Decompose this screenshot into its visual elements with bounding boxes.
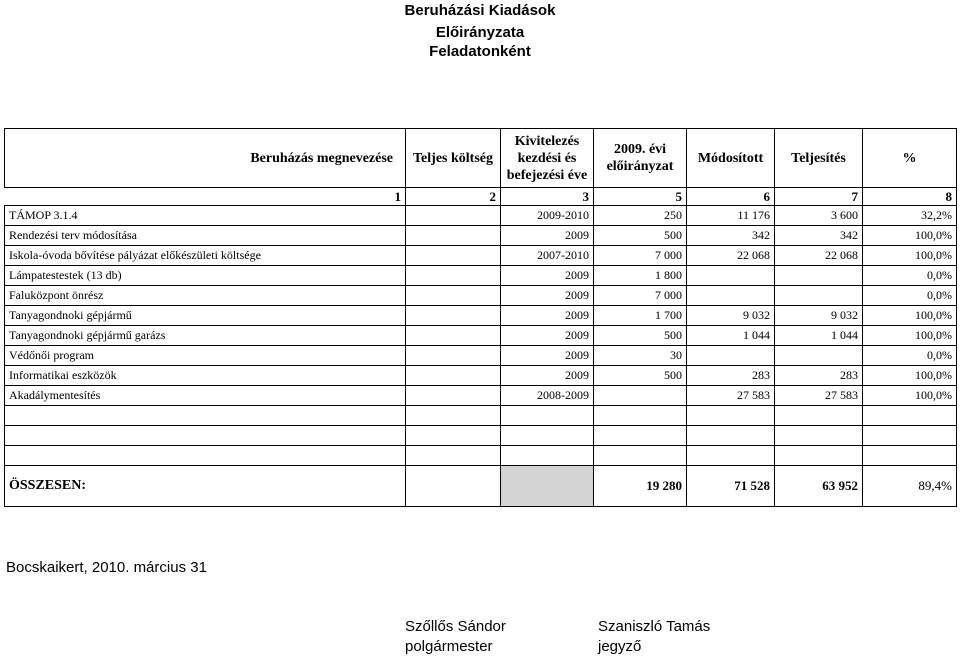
- shaded-cell: [501, 466, 594, 507]
- row-name: Akadálymentesítés: [5, 386, 406, 406]
- total-row: [5, 466, 957, 507]
- row-modified: 1 044: [687, 326, 775, 346]
- col-number-8: 8: [863, 188, 957, 206]
- row-years: 2007-2010: [501, 246, 594, 266]
- row-budget: 500: [594, 366, 687, 386]
- row-years: 2009: [501, 366, 594, 386]
- signer-block-2: [598, 617, 710, 657]
- col-header-budget: 2009. évi előirányzat: [594, 129, 687, 188]
- row-modified: [687, 346, 775, 366]
- row-pct: 0,0%: [863, 266, 957, 286]
- row-pct: 100,0%: [863, 326, 957, 346]
- row-total-cost: [406, 286, 501, 306]
- row-pct: 100,0%: [863, 306, 957, 326]
- row-years: 2008-2009: [501, 386, 594, 406]
- row-years: 2009: [501, 346, 594, 366]
- col-number-6: 6: [687, 188, 775, 206]
- row-budget: 7 000: [594, 246, 687, 266]
- blank-row: [5, 426, 957, 446]
- table-row: [5, 346, 957, 366]
- row-done: 3 600: [775, 206, 863, 226]
- row-modified: 27 583: [687, 386, 775, 406]
- row-years: 2009: [501, 266, 594, 286]
- row-years: 2009: [501, 306, 594, 326]
- row-done: 283: [775, 366, 863, 386]
- col-number-2: 2: [406, 188, 501, 206]
- table-row: [5, 206, 957, 226]
- row-years: 2009-2010: [501, 206, 594, 226]
- row-years: 2009: [501, 326, 594, 346]
- row-done: [775, 266, 863, 286]
- col-header-done: Teljesítés: [775, 129, 863, 188]
- row-name: TÁMOP 3.1.4: [5, 206, 406, 226]
- row-pct: 100,0%: [863, 366, 957, 386]
- row-modified: 9 032: [687, 306, 775, 326]
- signer-1-name: Szőllős Sándor: [405, 618, 506, 635]
- row-total-cost: [406, 266, 501, 286]
- signer-2-name: Szaniszló Tamás: [598, 618, 711, 635]
- document-subtitle: Előirányzata: [435, 24, 525, 41]
- row-total-cost: [406, 206, 501, 226]
- blank-row: [5, 446, 957, 466]
- row-modified: 11 176: [687, 206, 775, 226]
- signer-1-title: polgármester: [405, 638, 493, 655]
- row-pct: 100,0%: [863, 386, 957, 406]
- column-number-row: [5, 188, 957, 206]
- row-budget: 1 800: [594, 266, 687, 286]
- row-total-cost: [406, 306, 501, 326]
- table-row: [5, 286, 957, 306]
- document-subtitle-2: Feladatonként: [429, 43, 531, 60]
- table-header-row: [5, 129, 957, 188]
- document-title: Beruházási Kiadások: [404, 2, 556, 19]
- col-number-1: 1: [5, 188, 406, 206]
- row-done: 1 044: [775, 326, 863, 346]
- col-header-pct: %: [863, 129, 957, 188]
- row-total-cost: [406, 366, 501, 386]
- row-budget: 500: [594, 326, 687, 346]
- col-header-name: Beruházás megnevezése: [5, 129, 406, 188]
- row-total-cost: [406, 326, 501, 346]
- row-name: Iskola-óvoda bővítése pályázat előkészületi költsége: [5, 246, 406, 266]
- row-years: 2009: [501, 286, 594, 306]
- col-header-total-cost: Teljes költség: [406, 129, 501, 188]
- col-number-3: 3: [501, 188, 594, 206]
- place-date: Bocskaikert, 2010. március 31: [6, 559, 207, 576]
- total-modified: 71 528: [687, 466, 775, 507]
- row-modified: 283: [687, 366, 775, 386]
- row-budget: 250: [594, 206, 687, 226]
- row-pct: 100,0%: [863, 226, 957, 246]
- col-number-7: 7: [775, 188, 863, 206]
- investment-table: [4, 128, 957, 507]
- row-done: [775, 346, 863, 366]
- total-pct: 89,4%: [863, 466, 957, 507]
- row-total-cost: [406, 226, 501, 246]
- row-total-cost: [406, 386, 501, 406]
- table-row: [5, 386, 957, 406]
- col-header-modified: Módosított: [687, 129, 775, 188]
- total-done: 63 952: [775, 466, 863, 507]
- table-row: [5, 326, 957, 346]
- row-years: 2009: [501, 226, 594, 246]
- row-modified: 22 068: [687, 246, 775, 266]
- total-budget: 19 280: [594, 466, 687, 507]
- row-budget: 500: [594, 226, 687, 246]
- row-budget: 7 000: [594, 286, 687, 306]
- row-pct: 0,0%: [863, 346, 957, 366]
- row-name: Tanyagondnoki gépjármű: [5, 306, 406, 326]
- row-total-cost: [406, 246, 501, 266]
- row-name: Informatikai eszközök: [5, 366, 406, 386]
- row-name: Lámpatestestek (13 db): [5, 266, 406, 286]
- total-label: ÖSSZESEN:: [5, 466, 406, 507]
- table-row: [5, 306, 957, 326]
- row-done: 342: [775, 226, 863, 246]
- row-name: Faluközpont önrész: [5, 286, 406, 306]
- row-budget: 1 700: [594, 306, 687, 326]
- row-budget: 30: [594, 346, 687, 366]
- table-row: [5, 366, 957, 386]
- row-name: Védőnői program: [5, 346, 406, 366]
- row-pct: 32,2%: [863, 206, 957, 226]
- row-modified: 342: [687, 226, 775, 246]
- row-done: 22 068: [775, 246, 863, 266]
- row-modified: [687, 286, 775, 306]
- signer-2-title: jegyző: [598, 638, 642, 655]
- col-number-5: 5: [594, 188, 687, 206]
- row-budget: [594, 386, 687, 406]
- table-row: [5, 266, 957, 286]
- blank-row: [5, 406, 957, 426]
- signer-block-1: [405, 617, 506, 657]
- row-pct: 100,0%: [863, 246, 957, 266]
- col-header-years: Kivitelezés kezdési és befejezési éve: [501, 129, 594, 188]
- row-pct: 0,0%: [863, 286, 957, 306]
- row-modified: [687, 266, 775, 286]
- row-done: 27 583: [775, 386, 863, 406]
- table-row: [5, 226, 957, 246]
- row-name: Rendezési terv módosítása: [5, 226, 406, 246]
- row-total-cost: [406, 346, 501, 366]
- row-done: [775, 286, 863, 306]
- row-name: Tanyagondnoki gépjármű garázs: [5, 326, 406, 346]
- table-row: [5, 246, 957, 266]
- row-done: 9 032: [775, 306, 863, 326]
